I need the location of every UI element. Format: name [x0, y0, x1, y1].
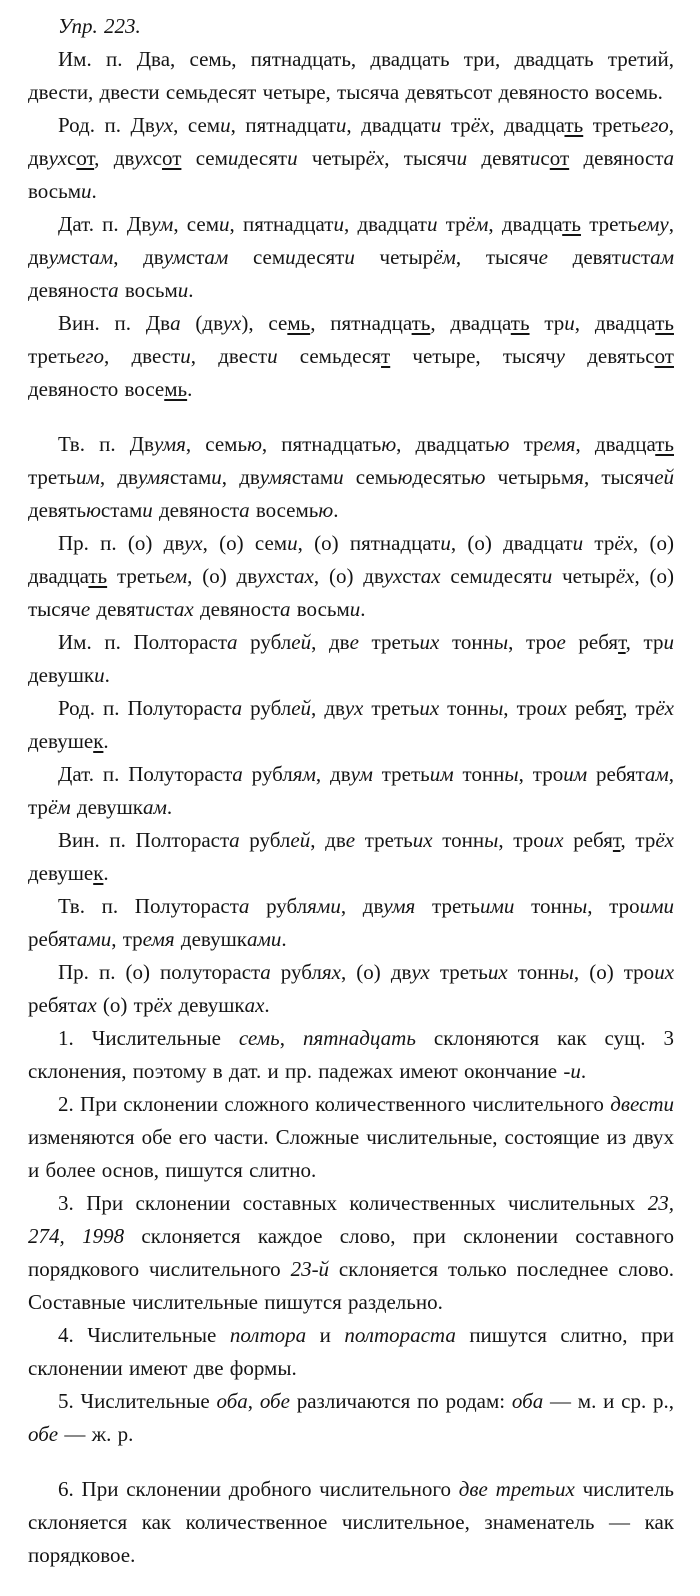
paragraph: Дат. п. Полутораста рублям, двум третьим тонны, троим ребятам, трём девушкам. — [28, 762, 674, 819]
paragraph: 6. При склонении дробного числительного две третьих числитель склоняется как количественное числительное, знаменатель — как порядковое. — [28, 1477, 674, 1567]
paragraph: Род. п. Двух, семи, пятнадцати, двадцати трёх, двадцать третьего, двухсот, двухсот семидесяти четырёх, тысячи девятисот девяноста восьми. — [28, 113, 675, 203]
paragraph: Пр. п. (о) двух, (о) семи, (о) пятнадцати, (о) двадцати трёх, (о) двадцать третьем, (о) двухстах, (о) двухстах семидесяти четырёх, (о) тысяче девятистах девяноста восьми. — [28, 531, 674, 621]
paragraph: 2. При склонении сложного количественного числительного двести изменяются обе его части. Сложные числительные, состоящие из двух и более основ, пишутся слитно. — [28, 1092, 674, 1182]
paragraph: Им. п. Полтораста рублей, две третьих тонны, трое ребят, три девушки. — [28, 630, 674, 687]
paragraph: Тв. п. Полутораста рублями, двумя третьими тонны, троими ребятами, тремя девушками. — [28, 894, 674, 951]
paragraph: 3. При склонении составных количественных числительных 23, 274, 1998 склоняется каждое слово, при склонении составного порядкового числительного 23-й склоняется только последнее слово. Составные числительные пишутся раздельно. — [28, 1191, 674, 1314]
paragraph: Тв. п. Двумя, семью, пятнадцатью, двадцатью тремя, двадцать третьим, двумястами, двумястами семьюдесятью четырьмя, тысячей девятьюстами девяноста восемью. — [28, 432, 675, 522]
exercise-heading: Упр. 223. — [58, 14, 141, 38]
paragraph: Пр. п. (о) полутораста рублях, (о) двух третьих тонны, (о) троих ребятах (о) трёх девушках. — [28, 960, 675, 1017]
paragraph: Дат. п. Двум, семи, пятнадцати, двадцати трём, двадцать третьему, двумстам, двумстам семидесяти четырём, тысяче девятистам девяноста восьми. — [28, 212, 675, 302]
paragraph: Род. п. Полутораста рублей, двух третьих тонны, троих ребят, трёх девушек. — [28, 696, 674, 753]
paragraph: 4. Числительные полтора и полтораста пишутся слитно, при склонении имеют две формы. — [28, 1323, 674, 1380]
paragraph: 5. Числительные оба, обе различаются по родам: оба — м. и ср. р., обе — ж. р. — [28, 1389, 674, 1446]
paragraph: Им. п. Два, семь, пятнадцать, двадцать три, двадцать третий, двести, двести семьдесят четыре, тысяча девятьсот девяносто восемь. — [28, 47, 674, 104]
document-body — [28, 43, 674, 1572]
paragraph: Вин. п. Полтораста рублей, две третьих тонны, троих ребят, трёх девушек. — [28, 828, 674, 885]
paragraph: Вин. п. Два (двух), семь, пятнадцать, двадцать три, двадцать третьего, двести, двести семьдесят четыре, тысячу девятьсот девяносто восемь. — [28, 311, 674, 401]
paragraph: 1. Числительные семь, пятнадцать склоняются как сущ. 3 склонения, поэтому в дат. и пр. падежах имеют окончание -и. — [28, 1026, 674, 1083]
